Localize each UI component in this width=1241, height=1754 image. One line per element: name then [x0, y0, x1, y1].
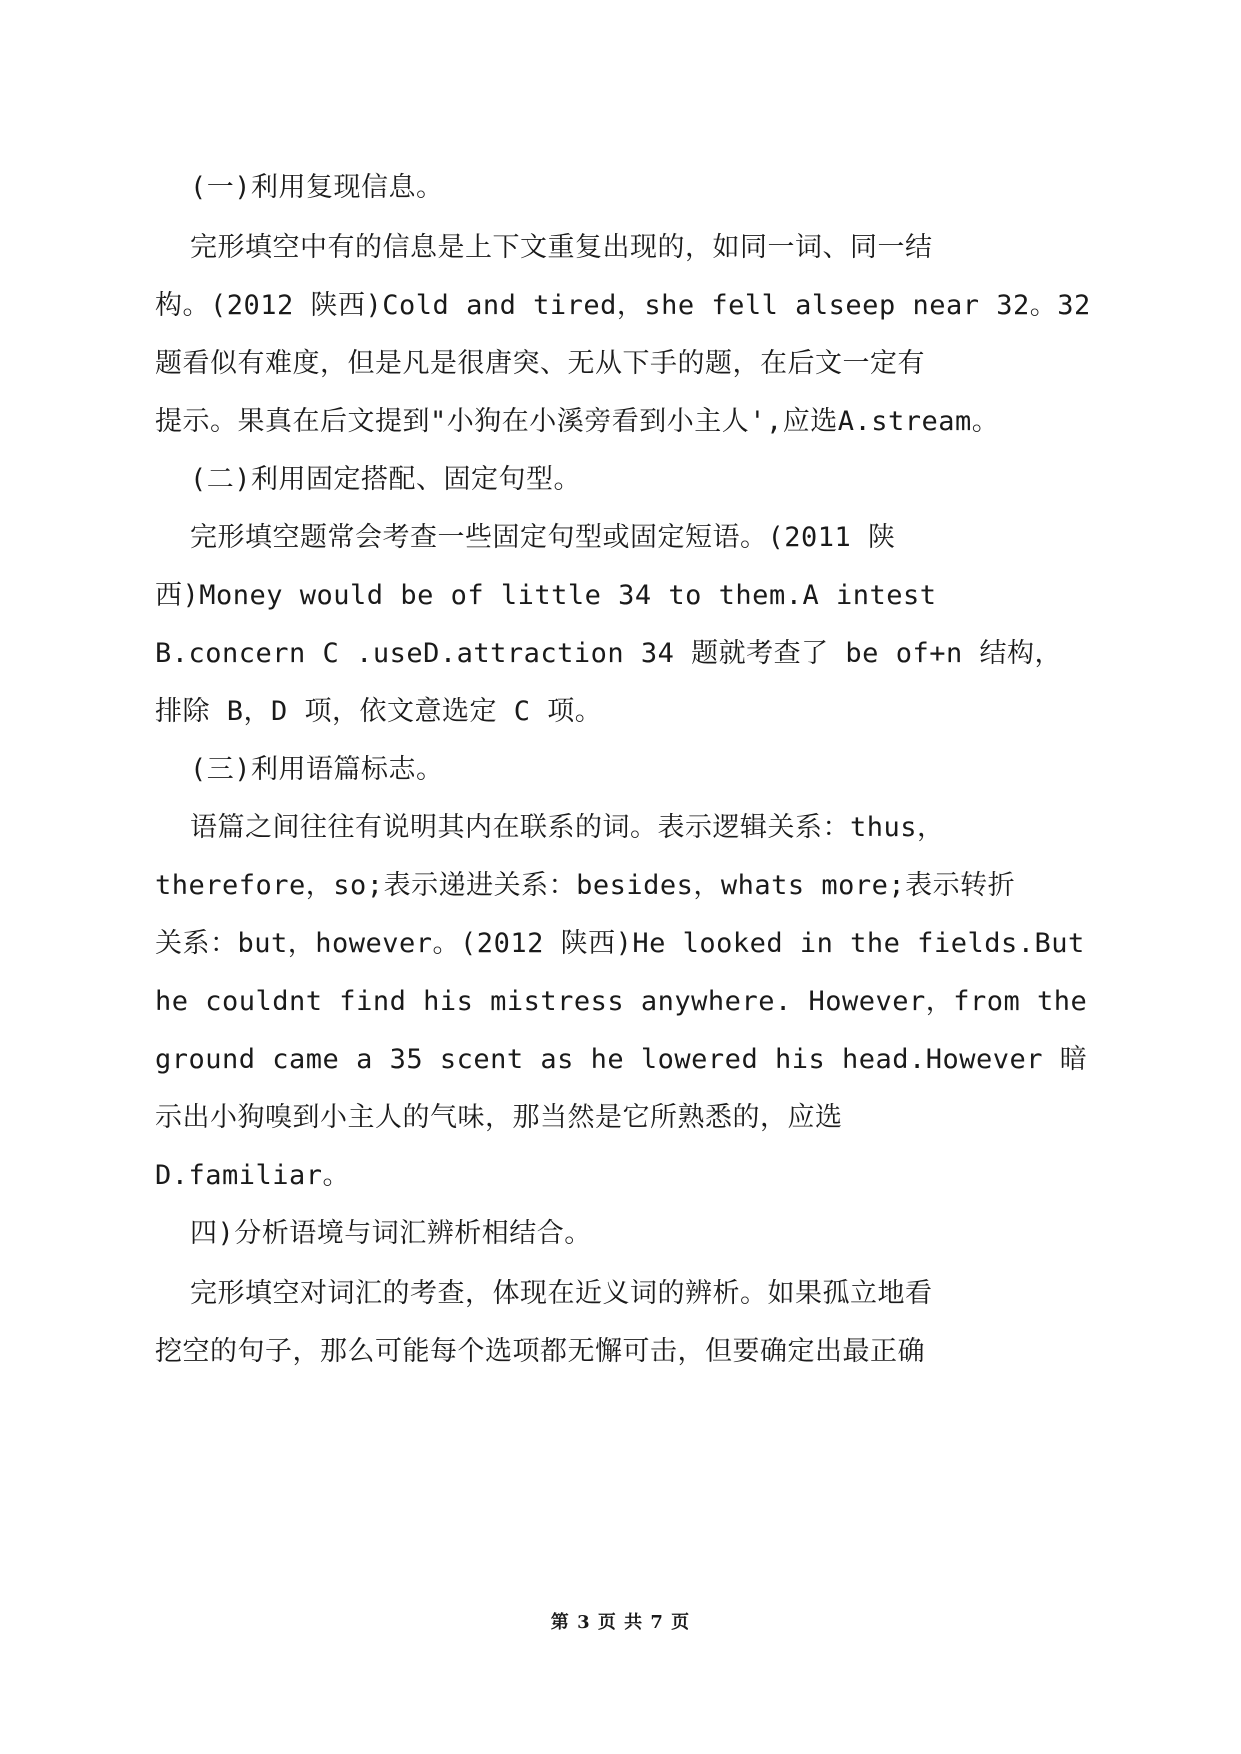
paragraph-line: 题看似有难度，但是凡是很唐突、无从下手的题，在后文一定有	[155, 348, 925, 379]
paragraph-line: 提示。果真在后文提到"小狗在小溪旁看到小主人',应选A.stream。	[155, 406, 1000, 437]
paragraph-line: 关系：but，however。(2012 陕西)He looked in the fields.But	[155, 928, 1085, 959]
section-heading-3: (三)利用语篇标志。	[190, 754, 444, 785]
paragraph-line: 完形填空题常会考查一些固定句型或固定短语。(2011 陕	[190, 522, 896, 553]
page-number-footer: 第 3 页 共 7 页	[550, 1612, 691, 1633]
section-heading-2: (二)利用固定搭配、固定句型。	[190, 464, 582, 495]
paragraph-line: ground came a 35 scent as he lowered his head.However 暗	[155, 1044, 1088, 1075]
paragraph-line: 完形填空中有的信息是上下文重复出现的，如同一词、同一结	[190, 232, 933, 263]
paragraph-line: therefore，so;表示递进关系：besides，whats more;表示转折	[155, 870, 1016, 901]
paragraph-line: 排除 B，D 项，依文意选定 C 项。	[155, 696, 603, 727]
paragraph-line: B.concern C .useD.attraction 34 题就考查了 be of+n 结构，	[155, 638, 1062, 669]
paragraph-line: 示出小狗嗅到小主人的气味，那当然是它所熟悉的，应选	[155, 1102, 843, 1133]
section-heading-1: (一)利用复现信息。	[190, 172, 444, 203]
paragraph-line: 完形填空对词汇的考查，体现在近义词的辨析。如果孤立地看	[190, 1278, 933, 1309]
paragraph-line: D.familiar。	[155, 1160, 351, 1191]
section-heading-4: 四)分析语境与词汇辨析相结合。	[190, 1218, 592, 1249]
paragraph-line: he couldnt find his mistress anywhere. However，from the	[155, 986, 1088, 1017]
paragraph-line: 构。(2012 陕西)Cold and tired，she fell alseep near 32。32	[155, 290, 1091, 321]
paragraph-line: 西)Money would be of little 34 to them.A intest	[155, 580, 937, 611]
paragraph-line: 挖空的句子，那么可能每个选项都无懈可击，但要确定出最正确	[155, 1336, 925, 1367]
paragraph-line: 语篇之间往往有说明其内在联系的词。表示逻辑关系：thus，	[190, 812, 945, 843]
